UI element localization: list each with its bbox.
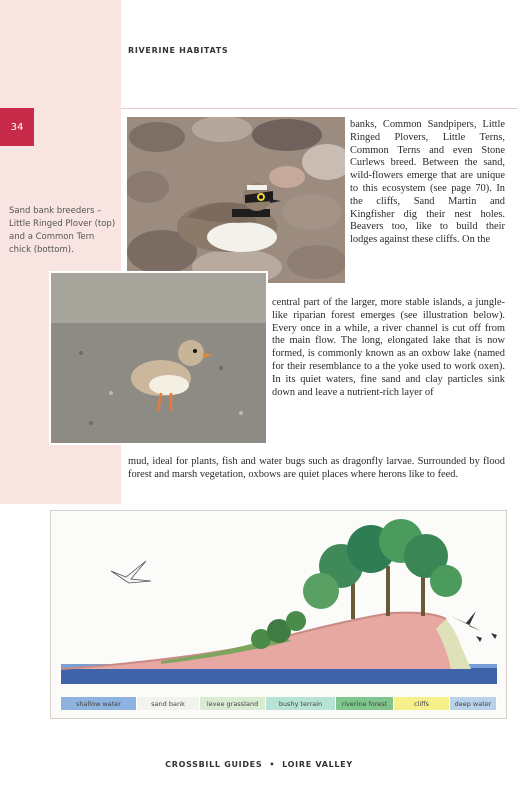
footer-separator: • <box>269 760 276 769</box>
page-number: 34 <box>0 108 34 146</box>
footer-series: CROSSBILL GUIDES <box>165 760 263 769</box>
body-paragraph: banks, Common Sandpipers, Little Ringed Plovers, Little Terns, Common Terns and even Stone Curlews breed. Between the sand, wild-flowers emerge that are unique to this ecosystem (see page 70). In the cliffs, Sand Martin and Kingfisher dig their nest holes. Beavers too, like to build their lodges against these cliffs. On the <box>350 119 505 246</box>
body-text-right-column <box>350 119 505 247</box>
page-footer <box>0 760 518 769</box>
body-text-full-width <box>128 456 505 482</box>
zone-label: bushy terrain <box>278 699 323 708</box>
zone-label: cliffs <box>413 699 430 708</box>
zone-bushy-terrain <box>266 697 336 710</box>
zone-shallow-water <box>61 697 137 710</box>
zone-sand-bank <box>137 697 200 710</box>
zone-label: riverine forest <box>341 699 388 708</box>
zone-label: deep water <box>454 699 492 708</box>
footer-title: LOIRE VALLEY <box>282 760 353 769</box>
cross-section-drawing <box>51 511 506 718</box>
zone-deep-water <box>450 697 497 710</box>
body-paragraph: central part of the larger, more stable islands, a jungle-like riparian forest emerges (see illustration below). Every once in a while, a river channel is cut off from the main flow. The long, elongated lake that is now formed, is commonly known as an oxbow lake (named for their resemblance to a the yoke used to work oxen). In its quiet waters, fine sand and clay particles sink down and leave a nutrient-rich layer of <box>272 297 505 398</box>
body-paragraph: mud, ideal for plants, fish and water bugs such as dragonfly larvae. Surrounded by flood forest and marsh vegetation, oxbows are quiet places where herons like to feed. <box>128 456 505 480</box>
tern-chick-photo <box>49 271 268 445</box>
zone-label: shallow water <box>76 699 121 708</box>
zone-levee-grassland <box>200 697 266 710</box>
habitat-cross-section-illustration <box>50 510 507 719</box>
habitat-zone-bar <box>61 697 497 710</box>
zone-label: sand bank <box>151 699 185 708</box>
photo-caption: Sand bank breeders – Little Ringed Plover (top) and a Common Tern chick (bottom). <box>9 206 116 255</box>
section-title: RIVERINE HABITATS <box>128 46 229 55</box>
zone-label: levee grassland <box>206 699 259 708</box>
zone-cliffs <box>394 697 450 710</box>
body-text-wide-column <box>272 297 505 399</box>
zone-riverine-forest <box>336 697 394 710</box>
plover-photo <box>127 117 345 283</box>
